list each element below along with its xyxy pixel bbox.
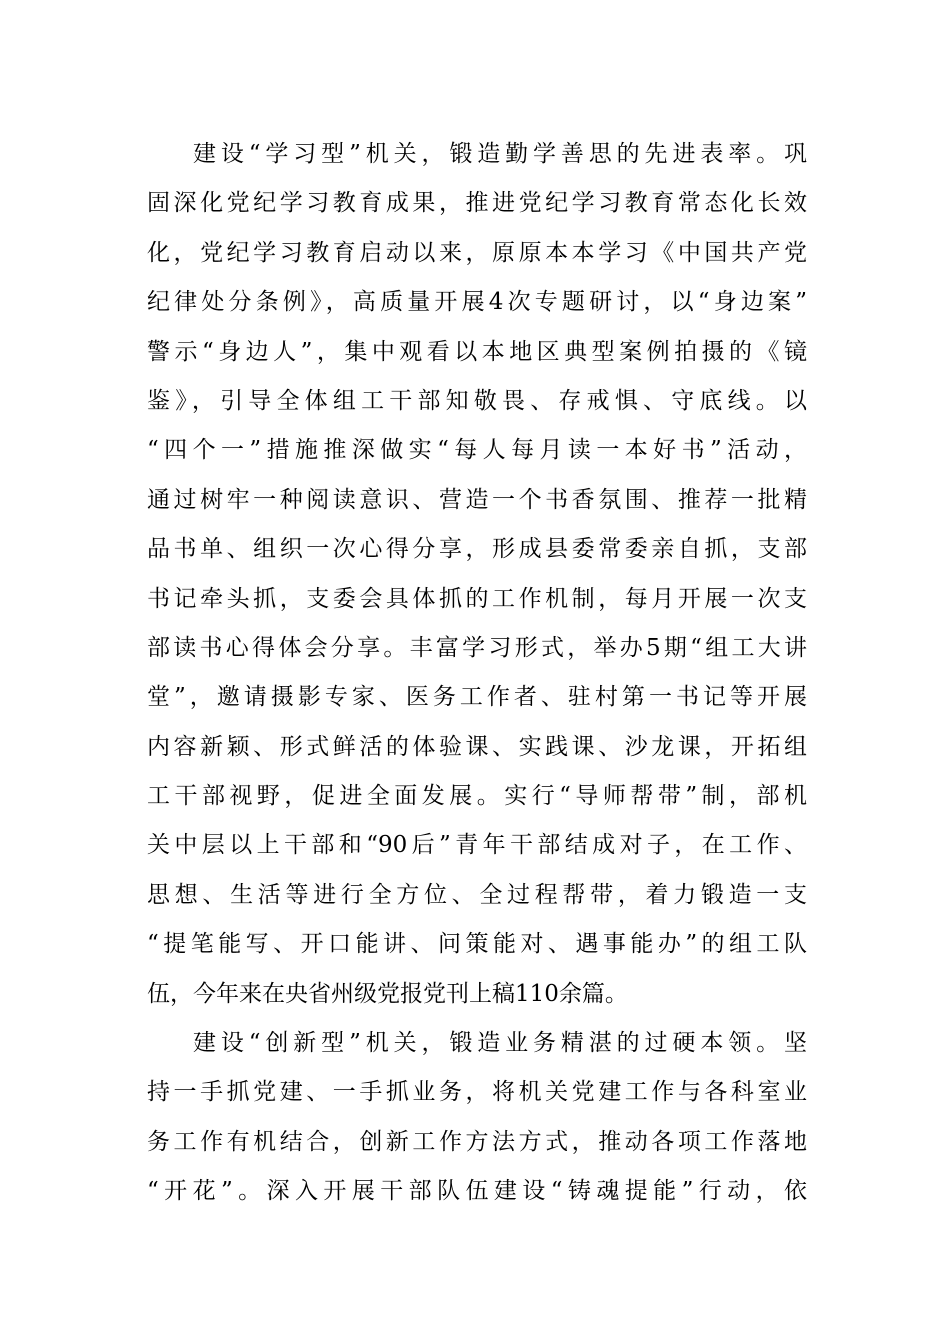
text-line: 部读书心得体会分享。丰富学习形式，举办5期“组工大讲 (147, 634, 807, 661)
paragraph-learning-organ (147, 130, 807, 1019)
text-line: 堂”，邀请摄影专家、医务工作者、驻村第一书记等开展 (147, 684, 807, 711)
text-line: 纪律处分条例》，高质量开展4次专题研讨，以“身边案” (147, 289, 807, 316)
text-line: 警示“身边人”，集中观看以本地区典型案例拍摄的《镜 (147, 338, 807, 365)
text-line: 通过树牢一种阅读意识、营造一个书香氛围、推荐一批精 (147, 486, 807, 513)
text-line: 思想、生活等进行全方位、全过程帮带，着力锻造一支 (147, 881, 807, 908)
text-line: “开花”。深入开展干部队伍建设“铸魂提能”行动，依 (147, 1178, 807, 1205)
text-line: 鉴》，引导全体组工干部知敬畏、存戒惧、守底线。以 (147, 387, 807, 414)
text-line: “提笔能写、开口能讲、问策能对、遇事能办”的组工队 (147, 931, 807, 958)
document-body (147, 130, 807, 1217)
paragraph-innovative-organ (147, 1019, 807, 1217)
text-line: 务工作有机结合，创新工作方法方式，推动各项工作落地 (147, 1128, 807, 1155)
text-line: 建设“创新型”机关，锻造业务精湛的过硬本领。坚 (193, 1030, 807, 1057)
text-line: 持一手抓党建、一手抓业务，将机关党建工作与各科室业 (147, 1079, 807, 1106)
text-line: 伍，今年来在央省州级党报党刊上稿110余篇。 (147, 980, 628, 1007)
text-line: 化，党纪学习教育启动以来，原原本本学习《中国共产党 (147, 239, 807, 266)
text-line: 固深化党纪学习教育成果，推进党纪学习教育常态化长效 (147, 190, 807, 217)
text-line: 工干部视野，促进全面发展。实行“导师帮带”制，部机 (147, 783, 807, 810)
text-line: 关中层以上干部和“90后”青年干部结成对子，在工作、 (147, 832, 807, 859)
text-line: 品书单、组织一次心得分享，形成县委常委亲自抓，支部 (147, 536, 807, 563)
text-line: 内容新颖、形式鲜活的体验课、实践课、沙龙课，开拓组 (147, 733, 807, 760)
text-line: 书记牵头抓，支委会具体抓的工作机制，每月开展一次支 (147, 585, 807, 612)
text-line: “四个一”措施推深做实“每人每月读一本好书”活动， (147, 437, 807, 464)
text-line: 建设“学习型”机关，锻造勤学善思的先进表率。巩 (193, 141, 807, 167)
